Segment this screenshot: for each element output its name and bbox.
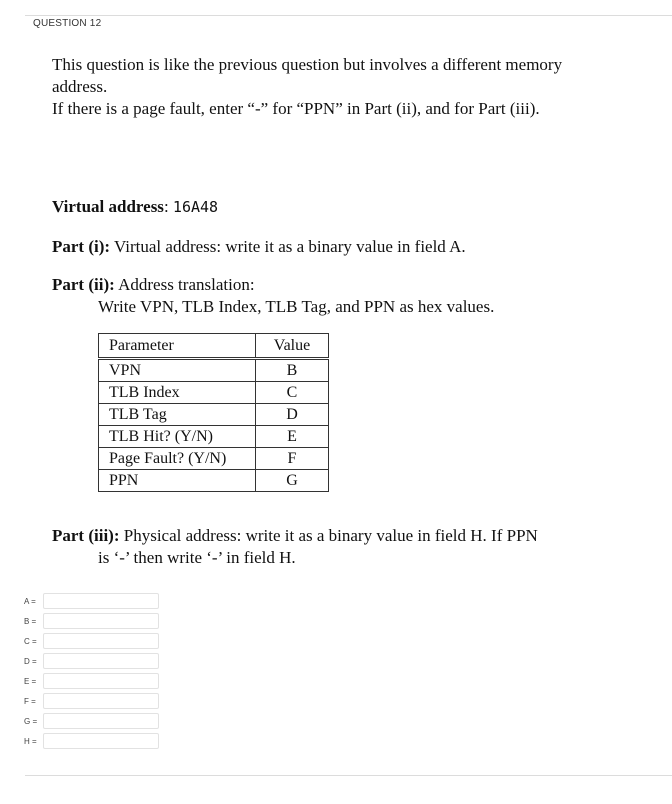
- answer-row-e: [24, 671, 159, 691]
- answer-row-h: [24, 731, 159, 751]
- virtual-address: Virtual address: 16A48: [52, 197, 219, 216]
- table-cell-param: VPN: [99, 359, 256, 382]
- answer-row-d: [24, 651, 159, 671]
- table-cell-value: E: [256, 426, 329, 448]
- intro-line-1: This question is like the previous question but involves a different memory address.: [52, 55, 563, 96]
- table-cell-value: G: [256, 470, 329, 492]
- answer-row-f: [24, 691, 159, 711]
- table-row: [99, 470, 329, 492]
- table-row: [99, 404, 329, 426]
- answer-input-h[interactable]: [43, 733, 159, 749]
- answer-fields: [24, 591, 159, 751]
- table-cell-value: F: [256, 448, 329, 470]
- answer-label-h: H =: [24, 736, 37, 746]
- table-row: [99, 382, 329, 404]
- part-ii-text: Address translation:: [118, 275, 255, 294]
- part-ii: [52, 275, 255, 295]
- answer-input-f[interactable]: [43, 693, 159, 709]
- top-divider: [25, 15, 672, 16]
- table-cell-param: Page Fault? (Y/N): [99, 448, 256, 470]
- question-intro: [52, 54, 612, 120]
- answer-input-a[interactable]: [43, 593, 159, 609]
- table-cell-param: TLB Tag: [99, 404, 256, 426]
- table-cell-value: C: [256, 382, 329, 404]
- part-ii-label: Part (ii):: [52, 275, 115, 294]
- part-iii-continuation: is ‘-’ then write ‘-’ in field H.: [98, 548, 296, 567]
- table-cell-value: B: [256, 359, 329, 382]
- answer-label-c: C =: [24, 636, 37, 646]
- answer-row-c: [24, 631, 159, 651]
- answer-label-d: D =: [24, 656, 37, 666]
- table-row: [99, 448, 329, 470]
- table-cell-param: PPN: [99, 470, 256, 492]
- virtual-address-label: Virtual address: [52, 197, 164, 216]
- answer-row-b: [24, 611, 159, 631]
- answer-label-e: E =: [24, 676, 37, 686]
- part-i-text: Virtual address: write it as a binary value in field A.: [114, 237, 466, 256]
- answer-label-g: G =: [24, 716, 38, 726]
- answer-label-f: F =: [24, 696, 36, 706]
- answer-label-a: A =: [24, 596, 36, 606]
- table-header-parameter: Parameter: [99, 334, 256, 359]
- answer-input-g[interactable]: [43, 713, 159, 729]
- answer-input-c[interactable]: [43, 633, 159, 649]
- answer-input-b[interactable]: [43, 613, 159, 629]
- answer-label-b: B =: [24, 616, 37, 626]
- part-iii-text: Physical address: write it as a binary value in field H. If PPN: [123, 526, 538, 545]
- part-iii: [52, 525, 612, 569]
- table-cell-param: TLB Index: [99, 382, 256, 404]
- table-cell-param: TLB Hit? (Y/N): [99, 426, 256, 448]
- table-row: [99, 426, 329, 448]
- question-number: QUESTION 12: [33, 18, 102, 29]
- answer-input-d[interactable]: [43, 653, 159, 669]
- part-iii-label: Part (iii):: [52, 526, 120, 545]
- answer-row-g: [24, 711, 159, 731]
- virtual-address-value: 16A48: [172, 198, 219, 216]
- bottom-divider: [25, 775, 672, 776]
- table-header-value: Value: [256, 334, 329, 359]
- part-i-label: Part (i):: [52, 237, 111, 256]
- parameter-table: [98, 333, 329, 492]
- part-ii-subtext: Write VPN, TLB Index, TLB Tag, and PPN as hex values.: [98, 297, 495, 316]
- table-row: [99, 359, 329, 382]
- answer-row-a: [24, 591, 159, 611]
- answer-input-e[interactable]: [43, 673, 159, 689]
- intro-line-2: If there is a page fault, enter “-” for “PPN” in Part (ii), and for Part (iii).: [52, 99, 540, 118]
- table-cell-value: D: [256, 404, 329, 426]
- part-i: [52, 237, 466, 257]
